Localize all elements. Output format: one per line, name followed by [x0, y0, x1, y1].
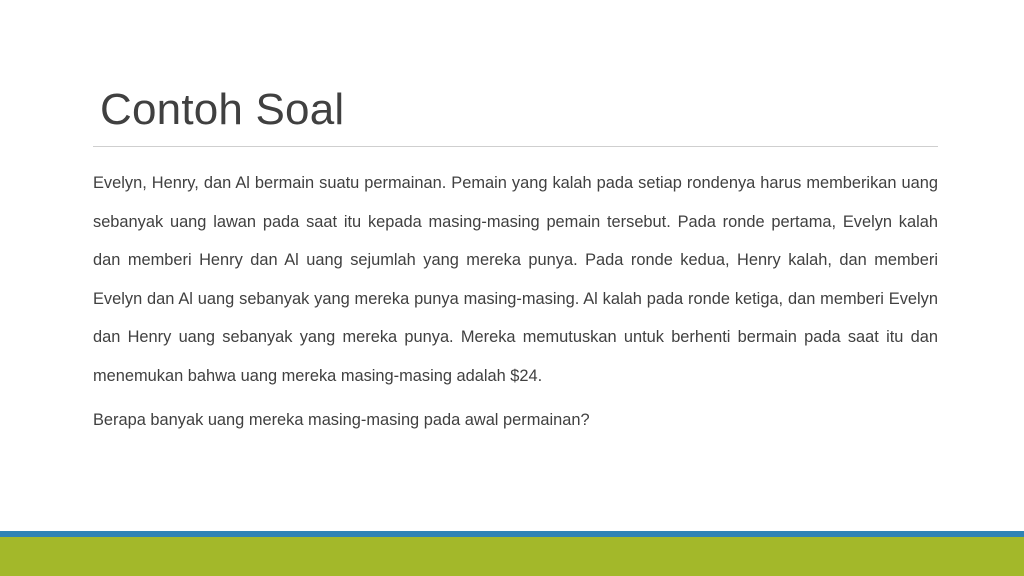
footer-green-band — [0, 537, 1024, 576]
slide-title: Contoh Soal — [100, 85, 345, 134]
question-paragraph: Berapa banyak uang mereka masing-masing pada awal permainan? — [93, 411, 590, 429]
slide-body — [93, 164, 938, 435]
problem-paragraph: Evelyn, Henry, dan Al bermain suatu permainan. Pemain yang kalah pada setiap rondenya harus memberikan uang sebanyak uang lawan pada saat itu kepada masing-masing pemain tersebut. Pada ronde pertama, Evelyn kalah dan memberi Henry dan Al uang sejumlah yang mereka punya. Pada ronde kedua, Henry kalah, dan memberi Evelyn dan Al uang sebanyak yang mereka punya masing-masing. Al kalah pada ronde ketiga, dan memberi Evelyn dan Henry uang sebanyak yang mereka punya. Mereka memutuskan untuk berhenti bermain pada saat itu dan menemukan bahwa uang mereka masing-masing adalah $24. — [93, 174, 938, 385]
title-divider — [93, 146, 938, 147]
